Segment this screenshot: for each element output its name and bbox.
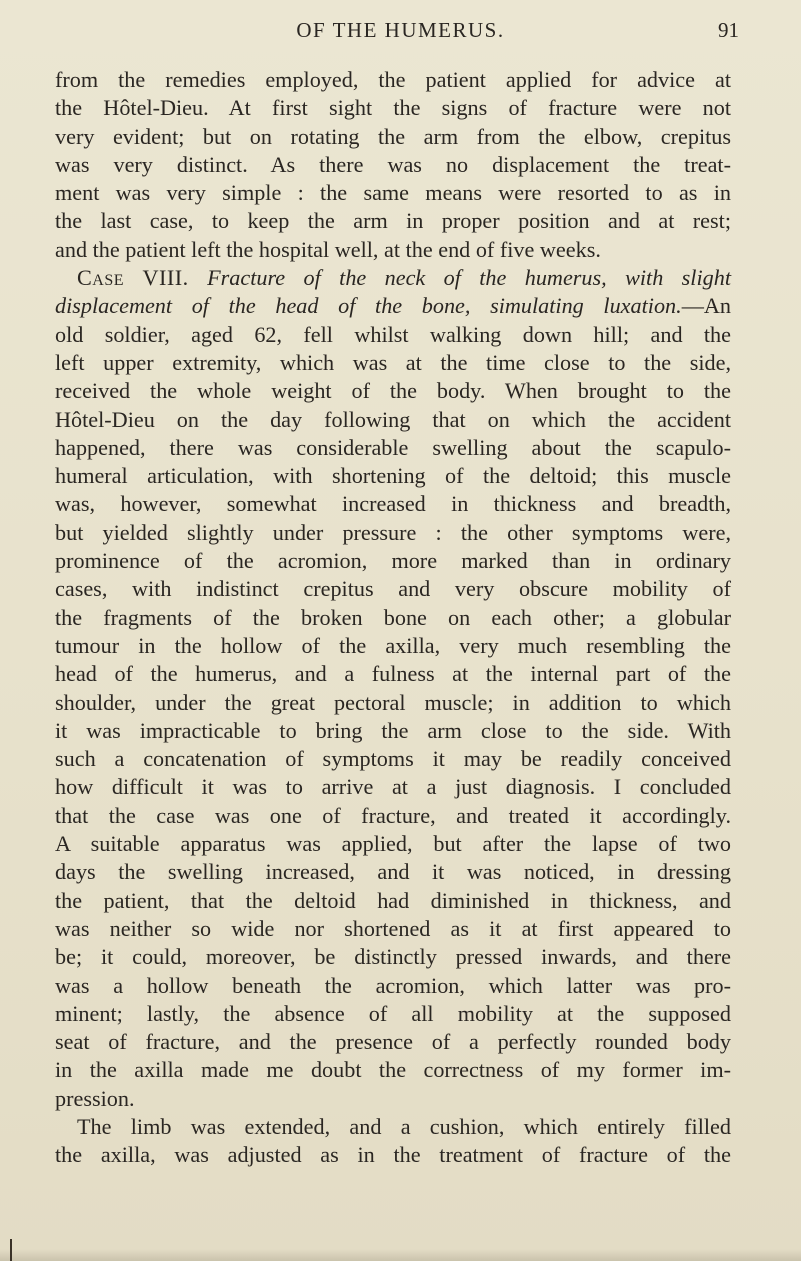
text-line: very evident; but on rotating the arm from the elbow, crepitus xyxy=(55,123,731,149)
text-line: it was impracticable to bring the arm close to the side. With xyxy=(55,717,731,743)
text-line: the patient, that the deltoid had diminished in thickness, and xyxy=(55,887,731,913)
text-line: cases, with indistinct crepitus and very obscure mobility of xyxy=(55,576,731,602)
text-line: in the axilla made me doubt the correctness of my former im- xyxy=(55,1057,731,1083)
text-line: left upper extremity, which was at the time close to the side, xyxy=(55,349,731,375)
text-line: the fragments of the broken bone on each other; a globular xyxy=(55,604,731,630)
text-line: tumour in the hollow of the axilla, very much resembling the xyxy=(55,632,731,658)
text-line: days the swelling increased, and it was noticed, in dressing xyxy=(55,859,731,885)
page-number: 91 xyxy=(718,18,739,42)
text-line: minent; lastly, the absence of all mobility at the supposed xyxy=(55,1000,731,1026)
text-line: Hôtel-Dieu on the day following that on which the accident xyxy=(55,406,731,432)
case-title-continuation: —An xyxy=(681,293,731,319)
case-heading-line-2 xyxy=(55,292,731,320)
text-line: prominence of the acromion, more marked than in ordinary xyxy=(55,548,731,574)
text-line: was neither so wide nor shortened as it at first appeared to xyxy=(55,915,731,941)
text-line: that the case was one of fracture, and treated it accordingly. xyxy=(55,802,731,828)
text-line: seat of fracture, and the presence of a perfectly rounded body xyxy=(55,1029,731,1055)
text-line: ment was very simple : the same means were resorted to as in xyxy=(55,180,731,206)
text-line: the last case, to keep the arm in proper position and at rest; xyxy=(55,208,731,234)
scan-corner-mark xyxy=(10,1239,12,1261)
text-line: from the remedies employed, the patient applied for advice at xyxy=(55,67,731,92)
text-line: was, however, somewhat increased in thickness and breadth, xyxy=(55,491,731,517)
running-head xyxy=(0,18,801,48)
text-line: be; it could, moreover, be distinctly pressed inwards, and there xyxy=(55,944,731,970)
scan-shadow xyxy=(0,1249,801,1261)
text-line: old soldier, aged 62, fell whilst walking down hill; and the xyxy=(55,321,731,347)
running-title: OF THE HUMERUS. xyxy=(296,18,505,42)
paragraph-2 xyxy=(55,321,731,1113)
text-line: and the patient left the hospital well, at the end of five weeks. xyxy=(55,236,601,262)
text-line: head of the humerus, and a fulness at the internal part of the xyxy=(55,661,731,687)
text-line: how difficult it was to arrive at a just diagnosis. I concluded xyxy=(55,774,731,800)
text-line: was a hollow beneath the acromion, which latter was pro- xyxy=(55,972,731,998)
case-section xyxy=(55,264,731,321)
paragraph-1 xyxy=(55,66,731,264)
text-line: received the whole weight of the body. When brought to the xyxy=(55,378,731,404)
text-line: such a concatenation of symptoms it may be readily conceived xyxy=(55,746,731,772)
text-line: humeral articulation, with shortening of the deltoid; this muscle xyxy=(55,463,731,489)
case-title-part2: displacement of the head of the bone, simulating luxation. xyxy=(55,293,682,319)
case-heading-line xyxy=(55,264,731,292)
text-line: was very distinct. As there was no displacement the treat- xyxy=(55,151,731,177)
text-line: happened, there was considerable swelling about the scapulo- xyxy=(55,434,731,460)
text-line: but yielded slightly under pressure : the other symptoms were, xyxy=(55,519,731,545)
case-title-part1: Fracture of the neck of the humerus, with slight xyxy=(207,265,731,291)
case-label: Case VIII. xyxy=(77,265,189,291)
text-line: pression. xyxy=(55,1085,135,1111)
text-line: the axilla, was adjusted as in the treatment of fracture of the xyxy=(55,1142,731,1168)
body-text xyxy=(55,66,731,1170)
paragraph-3 xyxy=(55,1113,731,1170)
text-line: the Hôtel-Dieu. At first sight the signs of fracture were not xyxy=(55,95,731,121)
text-line: shoulder, under the great pectoral muscle; in addition to which xyxy=(55,689,731,715)
text-line: The limb was extended, and a cushion, which entirely filled xyxy=(77,1113,731,1139)
text-line: A suitable apparatus was applied, but after the lapse of two xyxy=(55,831,731,857)
